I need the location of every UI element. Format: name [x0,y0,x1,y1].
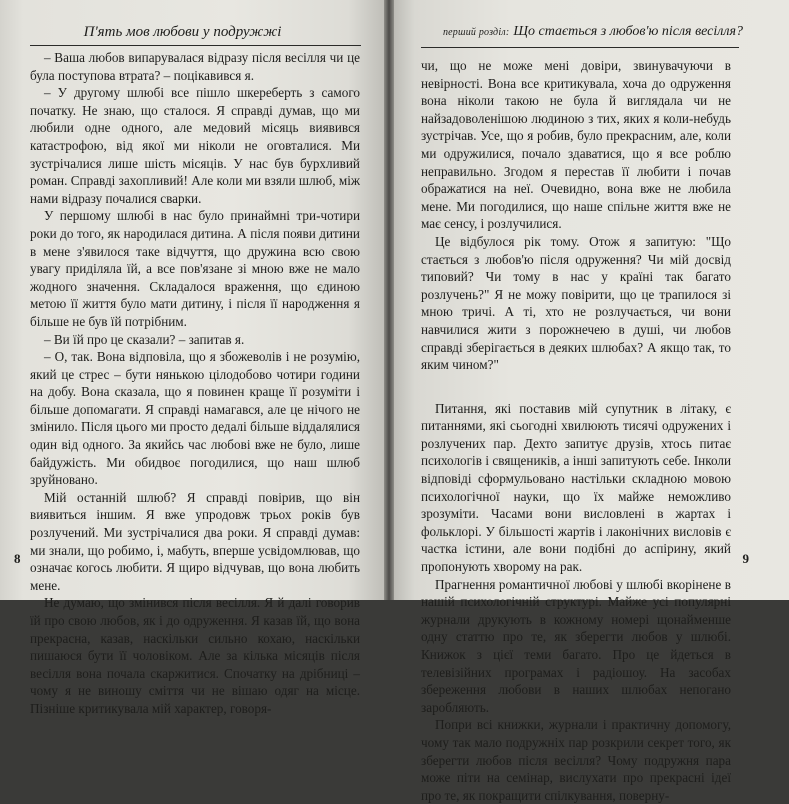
book-gutter [384,0,394,600]
left-paragraph: У першому шлюбі в нас було принаймні три-чотири роки до того, як народилася дитина. А після появи дитини в мене з'явилося таке відчуття, що дружина всю свою увагу приділяла їй, а все пов'язане зі мною вже не мало жодного значення. Складалося враження, що єдиною метою її життя було мати дитину, і після її народження я більше не був їй потрібним. [30,208,360,329]
left-body-text [30,49,360,718]
right-paragraph: чи, що не може мені довіри, звинувачуючи в невірності. Вона все критикувала, хоча до одруження вона ніколи такою не була й виглядала чи не найзадоволенішою людиною з тих, яких я коли-небудь зустрічав. Усе, що я робив, було прекрасним, але, коли ми одружилися, почало здаватися, що я все роблю неправильно. Згодом я перестав її любити і почав ображатися на неї. Очевидно, вона вже не любила мене. Ми погодилися, що наше спільне життя вже не має сенсу, і розлучилися. [421,58,731,232]
chapter-label: перший розділ: [442,27,510,38]
left-paragraph: Мій останній шлюб? Я справді повірив, що він виявиться іншим. Я вже упродовж трьох років був розлучений. Ми зустрічалися два роки. Я справді думав: ми знали, що робимо, і, мабуть, вперше усвідомлював, що означає когось любити. Я щиро відчував, що вона любить мене. [30,489,360,593]
right-running-head [443,24,743,40]
left-page [0,0,387,716]
chapter-title: Що стається з любов'ю після весілля? [513,24,743,39]
right-paragraph: Попри всі книжки, журнали і практичну допомогу, чому так мало подружніх пар розкрили секрет того, як зберегти любов після весілля? Чому подружня пара може піти на семінар, вислухати про прекрасні ідеї про те, як покращити спілкування, поверну- [421,717,731,803]
right-paragraph: Це відбулося рік тому. Отож я запитую: "Що стається з любов'ю після одруження? Чи мій досвід типовий? Чи тому в нас у країні так багато розлучень?" Я не можу повірити, що це трапилося зі мною тричі. А ті, хто не розлучається, чи вони навчилися жити з порожнечею в душі, чи любов справді зберігається в деяких шлюбах? А якщо так, то яким чином?" [421,233,731,373]
left-paragraph: – О, так. Вона відповіла, що я збожеволів і не розумію, який це стрес – бути нянькою цілодобово чотири години на добу. Вона сказала, що я повинен краще її розуміти і більше допомагати. Я справді намагався, але це нічого не змінило. Після цього ми просто дедалі більше віддалялися один від одного. За якийсь час любові вже не було, лише байдужість. Ми обидвоє погодилися, що наш шлюб зруйновано. [30,349,360,488]
right-page-number: 9 [742,551,749,566]
left-paragraph: Не думаю, що змінився після весілля. Я й далі говорив їй про свою любов, як і до одруження. Я казав їй, що вона прекрасна, казав, наскільки сильно кохаю, наскільки пишаюся бути її чоловіком. Але за кілька місяців після весілля вона почала скаржитися. Спочатку на дрібниці – чому я не виношу сміття чи не вішаю одяг на місце. Пізніше критикувала мій характер, говоря- [30,595,360,716]
right-body-text [421,57,731,804]
left-paragraph: – Ви їй про це сказали? – запитав я. [44,331,245,347]
right-header-rule [421,47,739,48]
left-header-rule [30,45,361,46]
left-running-head: П'ять мов любови у подружжі [83,24,282,40]
right-paragraph: Питання, які поставив мій супутник в літаку, є питаннями, які сьогодні хвилюють тисячі одружених і розлучених пар. Дехто запитує друзів, хтось питає психологів і священиків, а інші запитують себе. Інколи відповіді сформульовано настільки складною мовою психологічної науки, що їх майже неможливо зрозуміти. Часами вони висловлені в жартах і фольклорі. У більшості жартів і лаконічних висловів є частка істини, але вони подібні до аспірину, який пропонують хворому на рак. [421,400,731,575]
left-paragraph: – Ваша любов випарувалася відразу після весілля чи це була поступова втрата? – поцікавився я. [30,50,360,83]
left-page-number: 8 [14,551,21,566]
right-paragraph: Прагнення романтичної любові у шлюбі вкорінене в нашій психологічній структурі. Майже усі популярні журнали друкують в кожному номері щонайменше одну статтю про те, як зберегти любов у шлюбі. Книжок з цієї теми багато. Про це йдеться в телевізійних програмах і радіошоу. На засобах збереження любови в наших шлюбах непогано заробляють. [421,576,731,715]
left-paragraph: – У другому шлюбі все пішло шкереберть з самого початку. Не знаю, що сталося. Я справді думав, що ми любили одне одного, але медовий місяць виявився катастрофою, від якої ми ніколи не оговталися. Ми зустрічалися лише шість місяців. У нас був бурхливий роман. Справді захопливий! Але коли ми взяли шлюб, між нами відразу почалися сварки. [30,85,360,206]
right-page [391,0,789,803]
